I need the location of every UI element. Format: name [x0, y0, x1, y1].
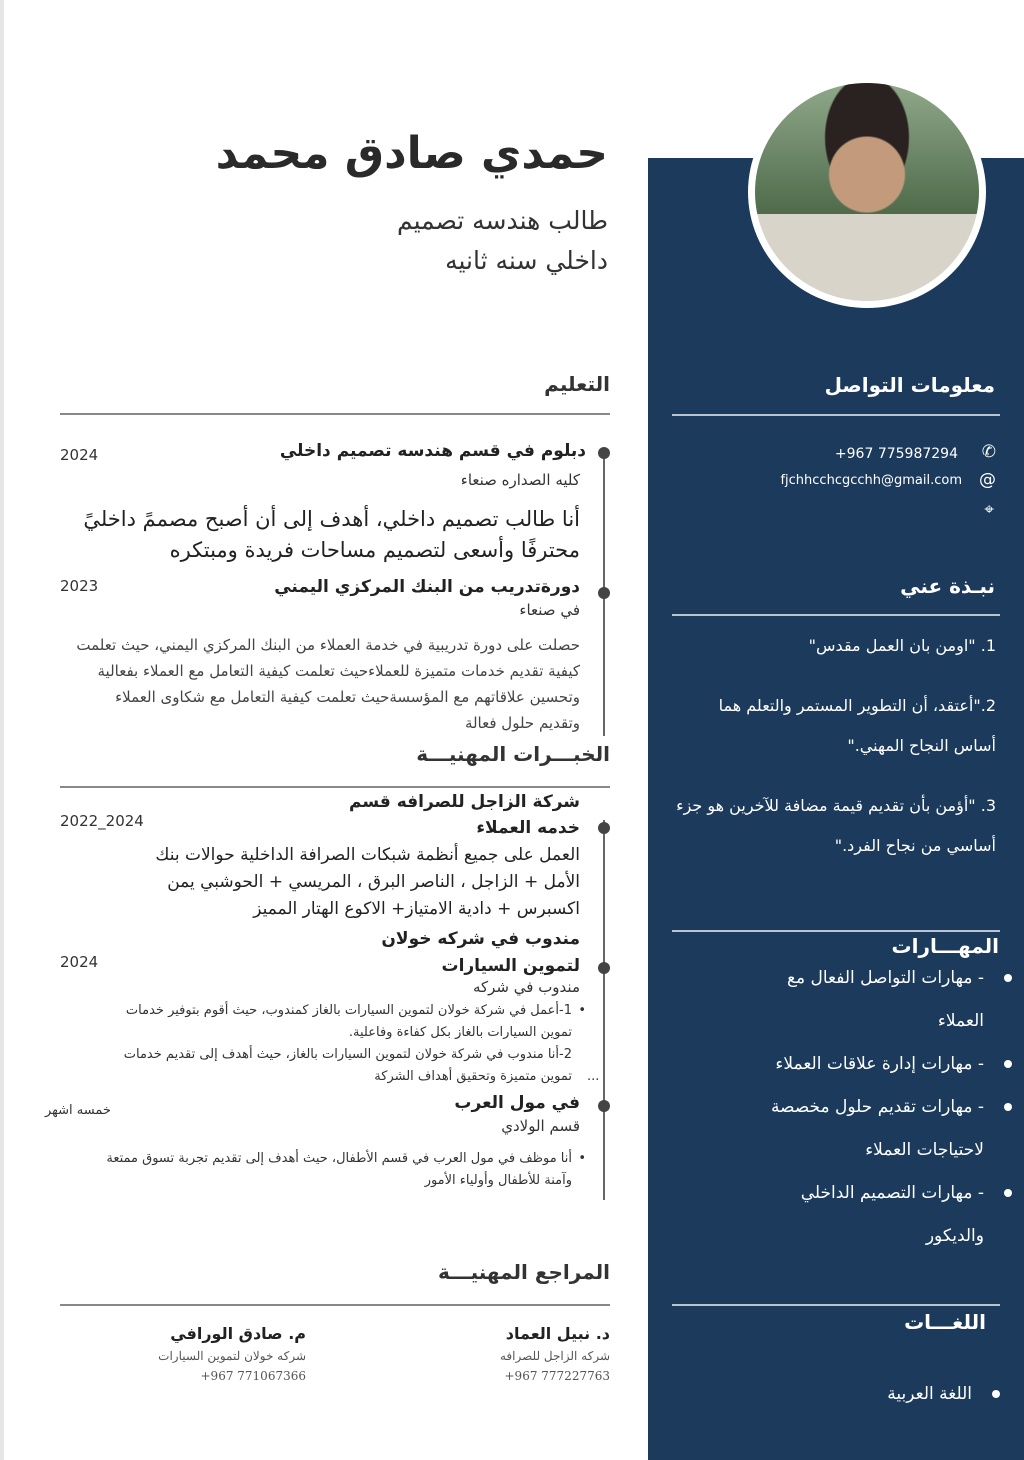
education-description: حصلت على دورة تدريبية في خدمة العملاء من البنك المركزي اليمني، حيث تعلمت كيفية تقديم خدمات متميزة للعملاءحيث تعلمت كيفية التعامل مع العملاء بفعالية وتحسين علاقاتهم مع المؤسسةحيث تعلمت كيفية التعامل مع شكاوى العملاء وتقديم حلول فعالة	[76, 636, 580, 732]
phone-icon: ✆	[981, 442, 996, 462]
job-duration: خمسه اشهر	[45, 1103, 111, 1118]
reference-company: شركه الزاجل للصرافه	[499, 1349, 610, 1363]
job-description: العمل على جميع أنظمة شبكات الصرافة الداخلية حوالات بنك الأمل + الزاجل ، الناصر البرق ، المريسي + الحوشبي يمن اكسبرس + دادية الامتياز+ الاكوع الهتار المميز	[155, 845, 580, 919]
job-year: 2024	[60, 953, 99, 971]
skills-heading: المهـــارات	[891, 934, 999, 958]
skill-item: - مهارات تقديم حلول مخصصة لاحتياجات العملاء	[742, 1086, 1012, 1172]
education-heading: التعليم	[544, 372, 610, 396]
subtitle-line2: داخلي سنه ثانيه	[445, 246, 608, 275]
job-bullet-2: 2-أنا مندوب في شركة خولان لتموين السيارات بالغاز، حيث أهدف إلى تقديم خدمات تموين متميزة وتحقيق أهداف الشركة	[123, 1047, 572, 1084]
about-item: 1. "اومن بان العمل مقدس"	[808, 636, 996, 655]
references-heading: المراجع المهنيـــة	[437, 1260, 610, 1284]
education-description: أنا طالب تصميم داخلي، أهدف إلى أن أصبح مصممً داخليً محترفًا وأسعى لتصميم مساحات فريدة ومبتكره	[83, 507, 580, 562]
job-title: في مول العرب	[454, 1093, 580, 1113]
skills-list	[742, 957, 1012, 1258]
reference-phone: +967 777227763	[504, 1369, 610, 1383]
skill-item: - مهارات التصميم الداخلي والديكور	[742, 1172, 1012, 1258]
job-department: خدمه العملاء	[476, 818, 580, 838]
timeline-line	[603, 820, 605, 1200]
job-year: 2022_2024	[60, 812, 144, 830]
languages-heading: اللغـــات	[904, 1310, 986, 1334]
page-edge	[0, 0, 4, 1460]
education-year: 2024	[60, 446, 99, 464]
reference-phone: +967 771067366	[200, 1369, 306, 1383]
timeline-dot	[598, 447, 610, 459]
education-place: في صنعاء	[519, 601, 580, 619]
job-bullet: • 1-أعمل في شركة خولان لتموين السيارات بالغاز كمندوب، حيث أقوم بتوفير خدمات تموين السيارات بالغاز بكل كفاءة وفاعلية. 2-أنا مندوب في شركة خولان لتموين السيارات بالغاز، حيث أهدف إلى تقديم خدمات تموين متميزة وتحقيق أهداف الشركة	[106, 1000, 586, 1088]
name-title: حمدي صادق محمد	[215, 128, 608, 179]
location-icon: ⌖	[984, 500, 994, 520]
skill-item: - مهارات إدارة علاقات العملاء	[742, 1043, 1012, 1086]
about-heading: نبـذة عني	[900, 574, 995, 598]
divider	[60, 413, 610, 415]
skill-item: - مهارات التواصل الفعال مع العملاء	[742, 957, 1012, 1043]
job-bullet-1: 1-أعمل في شركة خولان لتموين السيارات بالغاز كمندوب، حيث أقوم بتوفير خدمات تموين السيارات بالغاز بكل كفاءة وفاعلية.	[125, 1003, 572, 1040]
reference-company: شركه خولان لتموين السيارات	[158, 1349, 306, 1363]
at-icon: @	[979, 470, 996, 490]
job-bullet: • أنا موظف في مول العرب في قسم الأطفال، حيث أهدف إلى تقديم تجربة تسوق ممتعة وآمنة للأطفال وأولياء الأمور	[106, 1148, 586, 1192]
reference-item	[500, 1324, 610, 1383]
job-bullet-text: أنا موظف في مول العرب في قسم الأطفال، حيث أهدف إلى تقديم تجربة تسوق ممتعة وآمنة للأطفال وأولياء الأمور	[106, 1151, 572, 1188]
avatar	[755, 83, 979, 301]
contact-heading: معلومات التواصل	[824, 373, 995, 397]
about-item: 3. "أؤمن بأن تقديم قيمة مضافة للآخرين هو جزء أساسي من نجاح الفرد."	[676, 796, 996, 855]
about-item: 2."أعتقد، أن التطوير المستمر والتعلم هما أساس النجاح المهني."	[718, 696, 996, 755]
ellipsis: ...	[587, 1069, 600, 1084]
experience-heading: الخبـــرات المهنيـــة	[416, 742, 610, 766]
reference-item	[158, 1324, 306, 1383]
divider	[672, 614, 1000, 616]
education-title: دورةتدريب من البنك المركزي اليمني	[274, 577, 580, 597]
reference-name: د. نبيل العماد	[505, 1324, 610, 1343]
contact-phone: +967 775987294	[834, 446, 958, 462]
education-year: 2023	[60, 577, 99, 595]
job-title: شركة الزاجل للصرافه قسم	[349, 792, 580, 812]
divider	[672, 414, 1000, 416]
timeline-dot	[598, 587, 610, 599]
profile-photo	[748, 76, 986, 308]
education-title: دبلوم في قسم هندسه تصميم داخلي	[279, 441, 586, 461]
languages-list	[800, 1373, 1000, 1416]
job-department: لتموين السيارات	[441, 956, 580, 976]
language-item: اللغة العربية	[800, 1373, 1000, 1416]
job-subtitle: قسم الولادي	[501, 1117, 580, 1135]
job-subtitle: مندوب في شركه	[472, 978, 580, 996]
divider	[60, 1304, 610, 1306]
divider	[672, 930, 1000, 932]
timeline-dot	[598, 962, 610, 974]
reference-name: م. صادق الورافي	[170, 1324, 306, 1343]
timeline-dot	[598, 822, 610, 834]
timeline-dot	[598, 1100, 610, 1112]
subtitle-line1: طالب هندسه تصميم	[396, 206, 608, 235]
contact-email[interactable]: fjchhcchcgcchh@gmail.com	[780, 473, 962, 488]
education-place: كليه الصداره صنعاء	[460, 471, 580, 489]
divider	[672, 1304, 1000, 1306]
about-list	[676, 626, 996, 866]
divider	[60, 786, 610, 788]
job-title: مندوب في شركه خولان	[381, 929, 580, 949]
